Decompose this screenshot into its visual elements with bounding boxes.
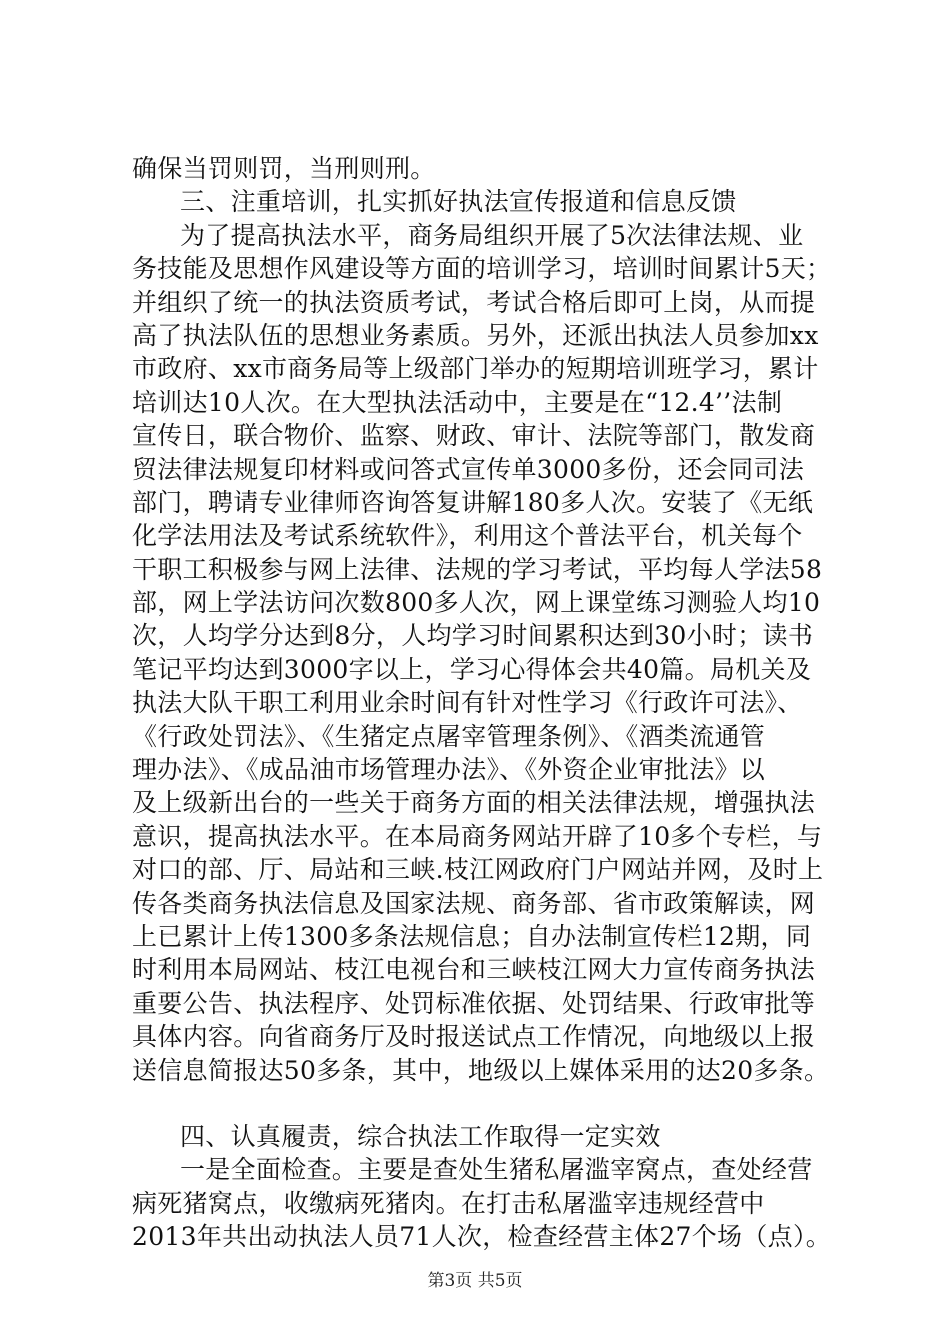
paragraph-line: 上已累计上传1300多条法规信息；自办法制宣传栏12期，同: [132, 921, 812, 951]
paragraph-line: 送信息简报达50多条，其中，地级以上媒体采用的达20多条。: [132, 1055, 830, 1085]
page-number-footer: 第3页 共5页: [427, 1271, 523, 1291]
paragraph-line: 市政府、xx市商务局等上级部门举办的短期培训班学习，累计: [132, 354, 819, 384]
paragraph-line: 务技能及思想作风建设等方面的培训学习，培训时间累计5天；: [132, 254, 832, 284]
paragraph-line: 确保当罚则罚，当刑则刑。: [132, 154, 436, 183]
paragraph-line: 培训达10人次。在大型执法活动中，主要是在“12.4’’法制: [132, 387, 783, 417]
paragraph-line: 《行政处罚法》、《生猪定点屠宰管理条例》、《酒类流通管: [132, 721, 766, 751]
paragraph-line: 执法大队干职工利用业余时间有针对性学习《行政许可法》、: [132, 688, 803, 718]
paragraph-line: 为了提高执法水平，商务局组织开展了5次法律法规、业: [180, 220, 804, 250]
paragraph-line: 传各类商务执法信息及国家法规、商务部、省市政策解读，网: [132, 888, 816, 918]
paragraph-line: 时利用本局网站、枝江电视台和三峡枝江网大力宣传商务执法: [132, 955, 816, 985]
paragraph-line: 一是全面检查。主要是查处生猪私屠滥宰窝点，查处经营: [180, 1155, 813, 1185]
section-heading-3: 三、注重培训，扎实抓好执法宣传报道和信息反馈: [180, 187, 737, 217]
paragraph-line: 意识，提高执法水平。在本局商务网站开辟了10多个专栏，与: [132, 821, 823, 851]
paragraph-line: 笔记平均达到3000字以上，学习心得体会共40篇。局机关及: [132, 654, 812, 684]
paragraph-line: 具体内容。向省商务厅及时报送试点工作情况，向地级以上报: [132, 1022, 816, 1052]
paragraph-line: 高了执法队伍的思想业务素质。另外，还派出执法人员参加xx: [132, 320, 819, 350]
document-body: [132, 152, 852, 1254]
paragraph-line: 2013年共出动执法人员71人次，检查经营主体27个场（点）。: [132, 1222, 832, 1252]
paragraph-line: 并组织了统一的执法资质考试，考试合格后即可上岗，从而提: [132, 287, 816, 317]
section-heading-4: 四、认真履责，综合执法工作取得一定实效: [180, 1121, 661, 1151]
paragraph-line: 重要公告、执法程序、处罚标准依据、处罚结果、行政审批等: [132, 988, 816, 1018]
paragraph-line: 及上级新出台的一些关于商务方面的相关法律法规，增强执法: [132, 788, 816, 818]
paragraph-training: [132, 219, 852, 1087]
paragraph-line: 部，网上学法访问次数800多人次，网上课堂练习测验人均10: [132, 588, 821, 618]
paragraph-line: 干职工积极参与网上法律、法规的学习考试，平均每人学法58: [132, 554, 823, 584]
paragraph-line: 病死猪窝点，收缴病死猪肉。在打击私屠滥宰违规经营中: [132, 1188, 765, 1218]
paragraph-line: 部门，聘请专业律师咨询答复讲解180多人次。安装了《无纸: [132, 487, 814, 517]
paragraph-line: 宣传日，联合物价、监察、财政、审计、法院等部门，散发商: [132, 421, 816, 451]
paragraph-inspection: [132, 1153, 852, 1253]
paragraph-line: 理办法》、《成品油市场管理办法》、《外资企业审批法》以: [132, 755, 766, 785]
paragraph-line: 贸法律法规复印材料或问答式宣传单3000多份，还会同司法: [132, 454, 805, 484]
paragraph-line: 化学法用法及考试系统软件》，利用这个普法平台，机关每个: [132, 521, 803, 551]
paragraph-line: 次，人均学分达到8分，人均学习时间累积达到30小时；读书: [132, 621, 814, 651]
paragraph-line: 对口的部、厅、局站和三峡.枝江网政府门户网站并网，及时上: [132, 855, 824, 885]
